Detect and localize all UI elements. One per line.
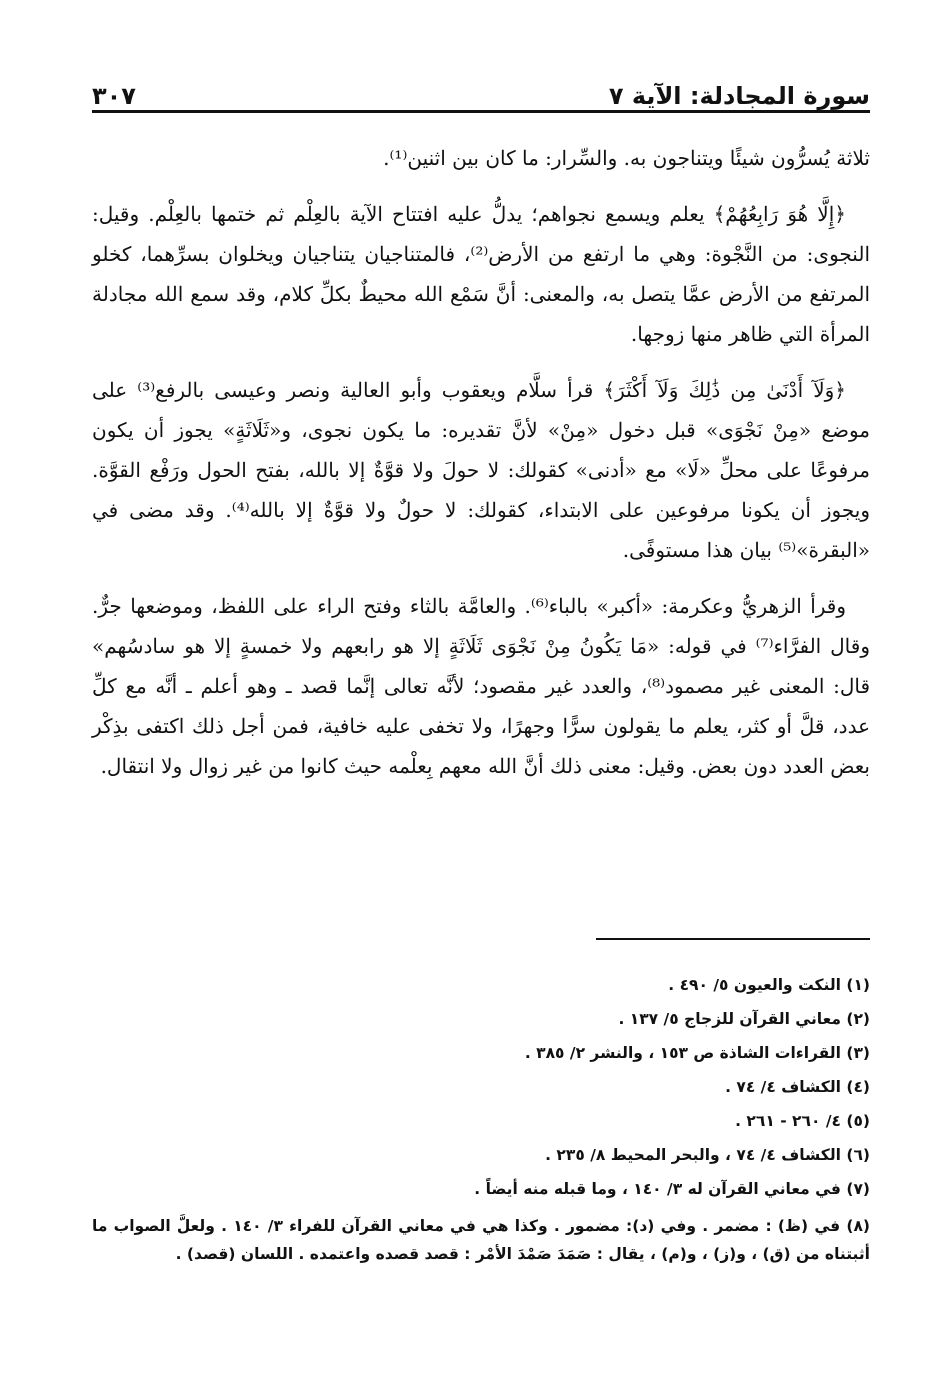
- footnote: (٦) الكشاف ٤/ ٧٤ ، والبحر المحيط ٨/ ٢٣٥ .: [545, 1146, 870, 1164]
- footnote: (١) النكت والعيون ٥/ ٤٩٠ .: [668, 976, 870, 994]
- main-text: [92, 138, 870, 802]
- footnote: (٧) في معاني القرآن له ٣/ ١٤٠ ، وما قبله منه أيضاً .: [474, 1180, 870, 1198]
- paragraph: ﴿وَلَآ أَدْنَىٰ مِن ذَٰلِكَ وَلَآ أَكْثَرَ﴾ قرأ سلَّام ويعقوب وأبو العالية ونصر وعيسى بالرفع⁽³⁾ على موضع «مِنْ نَجْوَى» قبل دخول «مِنْ» لأنَّ تقديره: ما يكون نجوى، و«ثَلَاثَةٍ» يجوز أن يكون مرفوعًا على محلِّ «لَا» مع «أدنى» كقولك: لا حولَ ولا قوَّةٌ إلا بالله، بفتح الحول ورَفْع القوَّة. ويجوز أن يكونا مرفوعين على الابتداء، كقولك: لا حولٌ ولا قوَّةٌ إلا بالله⁽⁴⁾. وقد مضى في «البقرة»⁽⁵⁾ بيان هذا مستوفًى.: [92, 378, 871, 562]
- header-rule: [92, 110, 870, 113]
- footnote: (٤) الكشاف ٤/ ٧٤ .: [725, 1078, 870, 1096]
- page-header: [92, 66, 870, 110]
- paragraph: ثلاثة يُسرُّون شيئًا ويتناجون به. والسِّرار: ما كان بين اثنين⁽¹⁾.: [383, 146, 870, 170]
- footnote-separator: [596, 938, 870, 940]
- paragraph: وقرأ الزهريُّ وعكرمة: «أكبر» بالباء⁽⁶⁾. والعامَّة بالثاء وفتح الراء على اللفظ، وموضعها جرٌّ. وقال الفرَّاء⁽⁷⁾ في قوله: «مَا يَكُونُ مِنْ نَجْوَى ثَلَاثَةٍ إلا هو رابعهم ولا خمسةٍ إلا هو سادسُهم» قال: المعنى غير مصمود⁽⁸⁾، والعدد غير مقصود؛ لأنَّه تعالى إنَّما قصد ـ وهو أعلم ـ أنَّه مع كلِّ عدد، قلَّ أو كثر، يعلم ما يقولون سرًّا وجهرًا، ولا تخفى عليه خافية، فمن أجل ذلك اكتفى بذِكْر بعض العدد دون بعض. وقيل: معنى ذلك أنَّ الله معهم بِعلْمه حيث كانوا من غير زوال ولا انتقال.: [92, 594, 871, 778]
- footnote: (٥) ٤/ ٢٦٠ - ٢٦١ .: [735, 1112, 870, 1130]
- footnote: (٢) معاني القرآن للزجاج ٥/ ١٣٧ .: [618, 1010, 870, 1028]
- page-number: ٣٠٧: [92, 82, 136, 110]
- paragraph: ﴿إِلَّا هُوَ رَابِعُهُمْ﴾ يعلم ويسمع نجواهم؛ يدلُّ عليه افتتاح الآية بالعِلْم ثم ختمها بالعِلْم. وقيل: النجوى: من النَّجْوة: وهي ما ارتفع من الأرض⁽²⁾، فالمتناجيان يتناجيان ويخلوان بسرِّهما، كخلو المرتفع من الأرض عمَّا يتصل به، والمعنى: أنَّ سَمْع الله محيطٌ بكلِّ كلام، وقد سمع الله مجادلة المرأة التي ظاهر منها زوجها.: [92, 202, 870, 346]
- header-title: سورة المجادلة: الآية ٧: [608, 82, 870, 110]
- footnote: (٨) في (ظ) : مضمر . وفي (د): مضمور . وكذا هي في معاني القرآن للفراء ٣/ ١٤٠ . ولعلَّ الصواب ما أثبتناه من (ق) ، و(ز) ، و(م) ، يقال : صَمَدَ صَمْدَ الأمْر : قصد قصده واعتمده . اللسان (قصد) .: [92, 1217, 870, 1263]
- footnote: (٣) القراءات الشاذة ص ١٥٣ ، والنشر ٢/ ٣٨٥ .: [524, 1044, 870, 1062]
- footnotes: [92, 968, 870, 1268]
